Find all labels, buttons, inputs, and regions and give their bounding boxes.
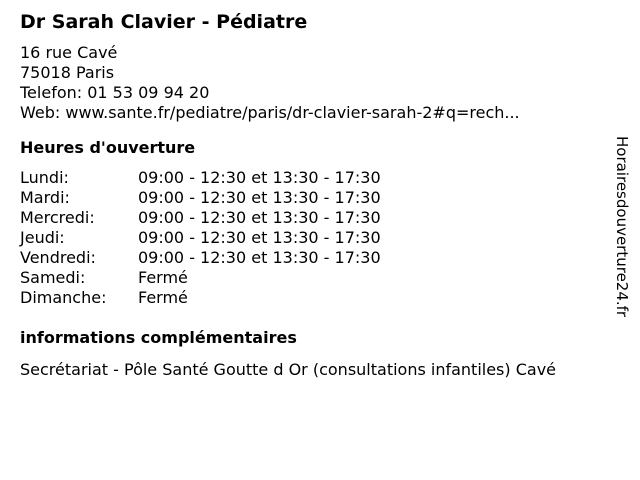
day-hours: Fermé <box>138 288 188 307</box>
day-label: Dimanche: <box>20 288 107 307</box>
hours-row-monday <box>20 168 610 188</box>
day-hours: 09:00 - 12:30 et 13:30 - 17:30 <box>138 208 381 227</box>
day-hours: 09:00 - 12:30 et 13:30 - 17:30 <box>138 228 381 247</box>
website-link[interactable]: Web: www.sante.fr/pediatre/paris/dr-clavier-sarah-2#q=rech... <box>20 103 520 122</box>
day-label: Jeudi: <box>20 228 65 247</box>
day-label: Mercredi: <box>20 208 95 227</box>
day-label: Mardi: <box>20 188 70 207</box>
day-hours: Fermé <box>138 268 188 287</box>
hours-row-tuesday <box>20 188 610 208</box>
site-watermark: Horairesdouverture24.fr <box>613 136 631 318</box>
hours-row-wednesday <box>20 208 610 228</box>
street-address: 16 rue Cavé <box>20 43 118 62</box>
day-hours: 09:00 - 12:30 et 13:30 - 17:30 <box>138 188 381 207</box>
contact-block <box>20 43 610 123</box>
phone-number[interactable]: Telefon: 01 53 09 94 20 <box>20 83 210 102</box>
day-hours: 09:00 - 12:30 et 13:30 - 17:30 <box>138 248 381 267</box>
hours-row-thursday <box>20 228 610 248</box>
day-label: Samedi: <box>20 268 86 287</box>
info-text: Secrétariat - Pôle Santé Goutte d Or (consultations infantiles) Cavé <box>20 360 557 379</box>
hours-row-sunday <box>20 288 610 308</box>
practitioner-name: Dr Sarah Clavier - Pédiatre <box>20 11 308 33</box>
day-label: Vendredi: <box>20 248 96 267</box>
hours-heading: Heures d'ouverture <box>20 138 196 157</box>
day-label: Lundi: <box>20 168 69 187</box>
day-hours: 09:00 - 12:30 et 13:30 - 17:30 <box>138 168 381 187</box>
hours-table <box>20 168 610 308</box>
info-heading: informations complémentaires <box>20 328 297 347</box>
city-address: 75018 Paris <box>20 63 115 82</box>
hours-row-saturday <box>20 268 610 288</box>
practice-card <box>20 10 610 380</box>
hours-row-friday <box>20 248 610 268</box>
